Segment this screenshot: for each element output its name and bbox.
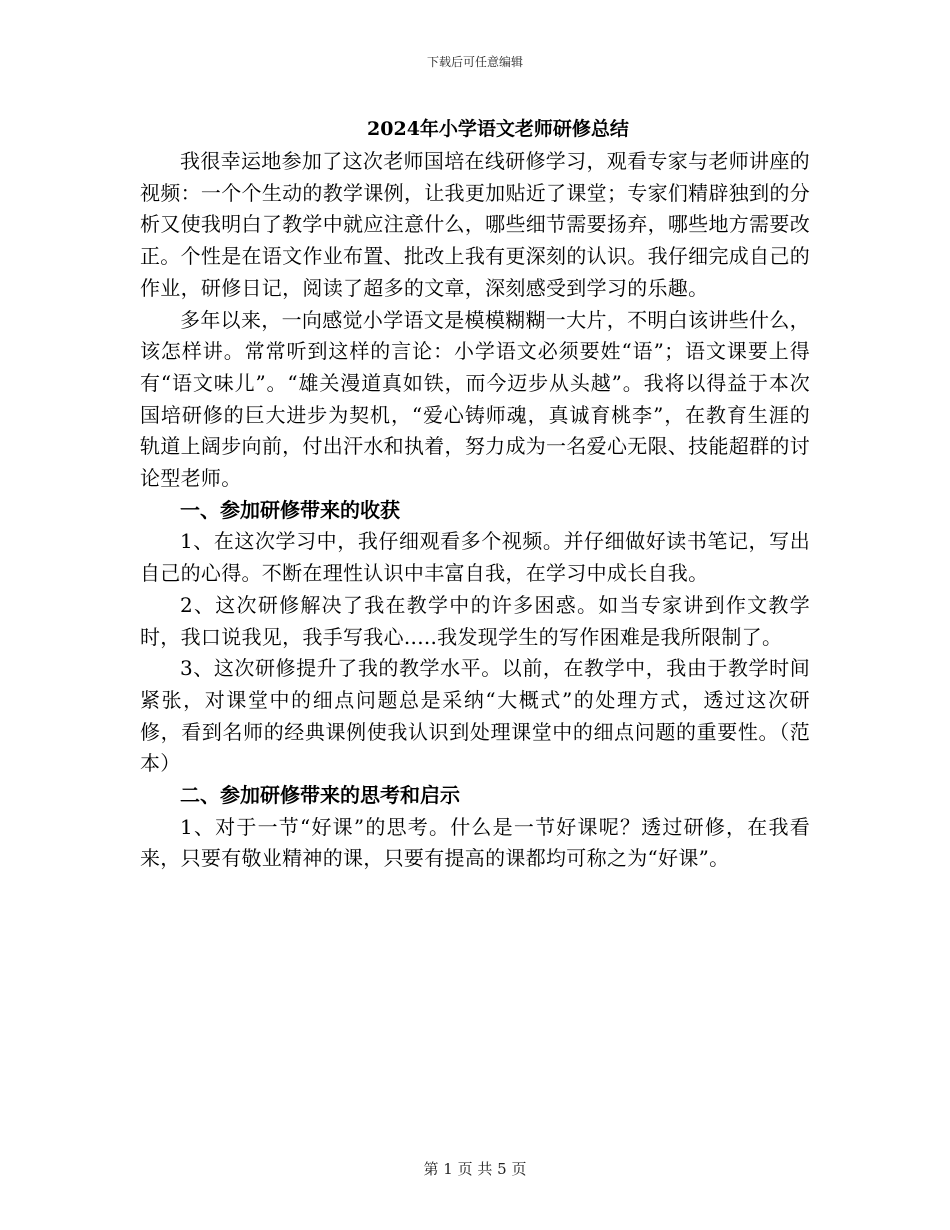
document-body [140, 146, 810, 875]
thoughts-item-1: 1、对于一节“好课”的思考。什么是一节好课呢？透过研修，在我看来，只要有敬业精神的课，只要有提高的课都均可称之为“好课”。 [140, 814, 810, 871]
gains-item-1: 1、在这次学习中，我仔细观看多个视频。并仔细做好读书笔记，写出自己的心得。不断在理性认识中丰富自我，在学习中成长自我。 [140, 529, 810, 586]
paragraph-intro: 我很幸运地参加了这次老师国培在线研修学习，观看专家与老师讲座的视频：一个个生动的教学课例，让我更加贴近了课堂；专家们精辟独到的分析又使我明白了教学中就应注意什么，哪些细节需要扬弃，哪些地方需要改正。个性是在语文作业布置、批改上我有更深刻的认识。我仔细完成自己的作业，研修日记，阅读了超多的文章，深刻感受到学习的乐趣。 [140, 149, 810, 300]
header-note: 下载后可任意编辑 [426, 55, 523, 69]
paragraph-reflection: 多年以来，一向感觉小学语文是模模糊糊一大片，不明白该讲些什么，该怎样讲。常常听到这样的言论：小学语文必须要姓“语”；语文课要上得有“语文味儿”。“雄关漫道真如铁，而今迈步从头越”。我将以得益于本次国培研修的巨大进步为契机，“爱心铸师魂，真诚育桃李”，在教育生涯的轨道上阔步向前，付出汗水和执着，努力成为一名爱心无限、技能超群的讨论型老师。 [140, 307, 810, 491]
section-heading-gains: 一、参加研修带来的收获 [180, 497, 400, 522]
section-heading-thoughts: 二、参加研修带来的思考和启示 [180, 783, 460, 808]
gains-item-3: 3、这次研修提升了我的教学水平。以前，在教学中，我由于教学时间紧张，对课堂中的细点问题总是采纳“大概式”的处理方式，透过这次研修，看到名师的经典课例使我认识到处理课堂中的细点问题的重要性。（范本） [140, 656, 810, 776]
page-number: 第 1 页 共 5 页 [423, 1160, 527, 1178]
gains-item-2: 2、这次研修解决了我在教学中的许多困惑。如当专家讲到作文教学时，我口说我见，我手写我心.....我发现学生的写作困难是我所限制了。 [140, 592, 810, 649]
document-title: 2024年小学语文老师研修总结 [367, 118, 629, 140]
